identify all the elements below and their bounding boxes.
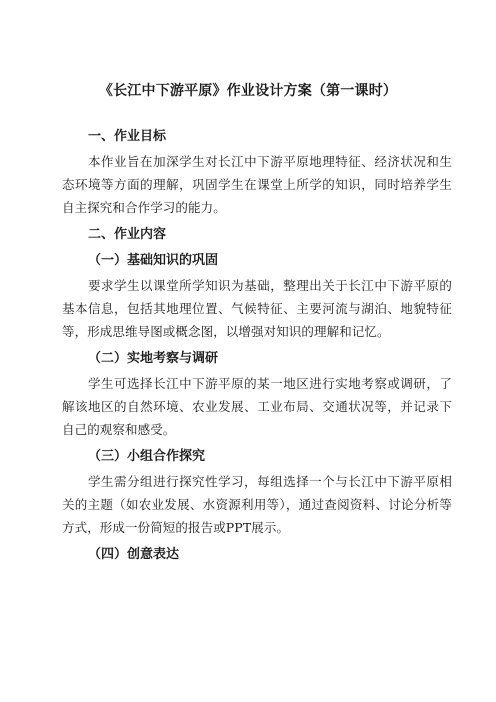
subsection-paragraph-fieldwork: 学生可选择长江中下游平原的某一地区进行实地考察或调研，了解该地区的自然环境、农业发展、工业布局、交通状况等，并记录下自己的观察和感受。: [62, 376, 452, 437]
section-heading-goal: 一、作业目标: [88, 129, 167, 144]
section-paragraph-goal: 本作业旨在加深学生对长江中下游平原地理特征、经济状况和生态环境等方面的理解，巩固学生在课堂上所学的知识，同时培养学生自主探究和合作学习的能力。: [62, 154, 452, 215]
subsection-paragraph-group: 学生需分组进行探究性学习，每组选择一个与长江中下游平原相关的主题（如农业发展、水资源利用等），通过查阅资料、讨论分析等方式，形成一份简短的报告或PPT展示。: [62, 474, 452, 535]
subsection-paragraph-basics: 要求学生以课堂所学知识为基础，整理出关于长江中下游平原的基本信息，包括其地理位置、气候特征、主要河流与湖泊、地貌特征等，形成思维导图或概念图，以增强对知识的理解和记忆。: [62, 278, 452, 339]
section-heading-content: 二、作业内容: [88, 227, 167, 242]
document-body: [62, 122, 452, 568]
subsection-heading-group: （三）小组合作探究: [88, 449, 206, 464]
subsection-heading-basics: （一）基础知识的巩固: [88, 253, 219, 268]
subsection-heading-creative: （四）创意表达: [88, 547, 180, 562]
subsection-heading-fieldwork: （二）实地考察与调研: [88, 351, 219, 366]
document-title: 《长江中下游平原》作业设计方案（第一课时）: [98, 83, 398, 99]
